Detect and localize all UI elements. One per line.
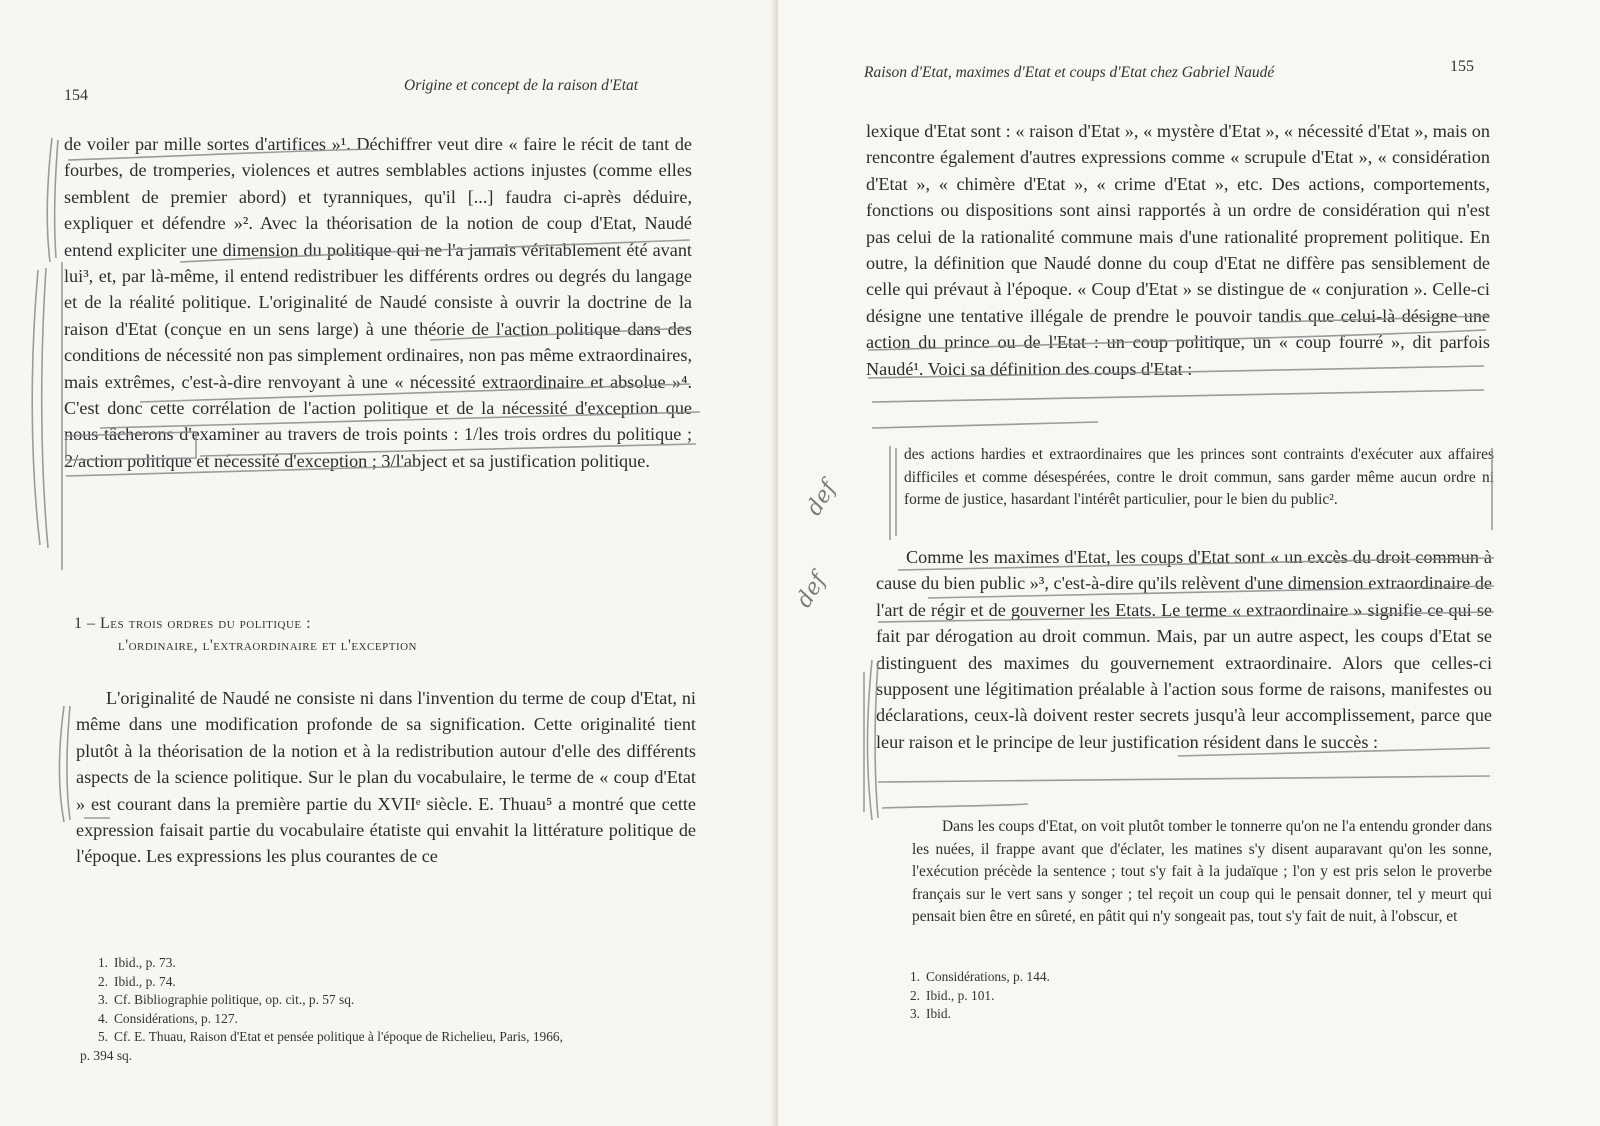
footnote-left-5-cont: p. 394 sq.: [80, 1047, 133, 1063]
footnote-right-1: 1. Considérations, p. 144.: [909, 969, 1050, 984]
footnotes-left: [80, 954, 706, 1066]
running-head-right: Raison d'Etat, maximes d'Etat et coups d'Etat chez Gabriel Naudé: [864, 64, 1275, 81]
right-paragraph-2: [876, 544, 1492, 755]
footnote-left-5: 5. Cf. E. Thuau, Raison d'Etat et pensée politique à l'époque de Richelieu, Paris, 1966,: [97, 1029, 563, 1045]
margin-note-1: def: [801, 476, 842, 521]
margin-note-2: def: [791, 568, 832, 613]
footnotes-right: [898, 968, 1498, 1024]
right-paragraph-1: [866, 118, 1490, 382]
footnote-left-2: 2. Ibid., p. 74.: [97, 973, 176, 989]
left-paragraph-1: [64, 131, 692, 474]
block-quote-2-text: Dans les coups d'Etat, on voit plutôt tomber le tonnerre qu'on ne l'a entendu gronder dans les nuées, il frappe avant que d'éclater, les matines s'y disent auparavant qu'on les sonne, l'exécution précède la sentence ; tout s'y fait à la judaïque ; l'on y est pris selon le proverbe français sur le vert sans y songer ; tel reçoit un coup qui le pensait donner, tel y meurt qui pensait bien être en sûreté, en pâtit qui n'y songeait pas, tout s'y fait de nuit, à l'obscur, et: [912, 818, 1492, 925]
footnote-left-4: 4. Considérations, p. 127.: [97, 1010, 238, 1026]
left-paragraph-1-text: de voiler par mille sortes d'artifices »¹. Déchiffrer veut dire « faire le récit de tant de fourbes, de tromperies, violences et autres semblables actions injustes (comme elles semblent de premier abord) et tyranniques, qu'il [...] faudra ci-après déduire, expliquer et défendre »². Avec la théorisation de la notion de coup d'Etat, Naudé entend expliciter une dimension du politique qui ne l'a jamais véritablement été avant lui³, et, par là-même, il entend redistribuer les différents ordres ou degrés du langage et de la réalité politique. L'originalité de Naudé consiste à ouvrir la doctrine de la raison d'Etat (conçue en un sens large) à une théorie de l'action politique dans des conditions de nécessité non pas simplement ordinaires, non pas même extraordinaires, mais extrêmes, c'est-à-dire renvoyant à une « nécessité extraordinaire et absolue »⁴. C'est donc cette corrélation de l'action politique et de la nécessité d'exception que nous tâcherons d'examiner au travers de trois points : 1/les trois ordres du politique ; 2/action politique et nécessité d'exception ; 3/l'abject et sa justification politique.: [64, 134, 692, 471]
left-page: [0, 0, 778, 1126]
section-heading-line-2: l'ordinaire, l'extraordinaire et l'exception: [118, 637, 418, 654]
section-heading: [74, 613, 694, 657]
footnote-right-3: 3. Ibid.: [909, 1006, 951, 1022]
right-paragraph-1-text: lexique d'Etat sont : « raison d'Etat », « mystère d'Etat », « nécessité d'Etat », mais on rencontre également d'autres expressions comme « scrupule d'Etat », « considération d'Etat », « chimère d'Etat », « crime d'Etat », etc. Des actions, comportements, fonctions ou dispositions sont ainsi rapportés à un ordre de considération qui n'est pas celui de la rationalité commune mais d'une rationalité proprement politique. En outre, la définition que Naudé donne du coup d'Etat ne diffère pas sensiblement de celle qui prévaut à l'époque. « Coup d'Etat » se distingue de « conjuration ». Celle-ci désigne une tentative illégale de prendre le pouvoir tandis que celui-là désigne une action du prince ou de l'Etat : un coup politique, un « coup fourré », dit parfois Naudé¹. Voici sa définition des coups d'Etat :: [866, 121, 1490, 379]
footnote-left-3: 3. Cf. Bibliographie politique, op. cit., p. 57 sq.: [97, 992, 355, 1008]
right-paragraph-2-text: Comme les maximes d'Etat, les coups d'Etat sont « un excès du droit commun à cause du bien public »³, c'est-à-dire qu'ils relèvent d'une dimension extraordinaire de l'art de régir et de gouverner les Etats. Le terme « extraordinaire » signifie ce qui se fait par dérogation au droit commun. Mais, par un autre aspect, les coups d'Etat se distinguent des maximes du gouvernement extraordinaire. Alors que celles-ci supposent une légitimation préalable à l'action sous forme de raisons, manifestes ou déclarations, ceux-là doivent rester secrets jusqu'à leur accomplissement, parce que leur raison et le principe de leur justification résident dans le succès :: [876, 547, 1492, 752]
footnote-left-1: 1. Ibid., p. 73.: [97, 955, 176, 970]
block-quote-2: [912, 816, 1492, 929]
left-paragraph-2: [76, 685, 696, 870]
footnote-right-2: 2. Ibid., p. 101.: [909, 987, 995, 1003]
left-paragraph-2-text: L'originalité de Naudé ne consiste ni dans l'invention du terme de coup d'Etat, ni même dans une modification profonde de sa signification. Cette originalité tient plutôt à la théorisation de la notion et à la redistribution autour d'elle des différents aspects de la science politique. Sur le plan du vocabulaire, le terme de « coup d'Etat » est courant dans la première partie du XVIIᵉ siècle. E. Thuau⁵ a montré que cette expression faisait partie du vocabulaire étatiste qui envahit la littérature politique de l'époque. Les expressions les plus courantes de ce: [76, 688, 696, 867]
section-heading-line-1: 1 – Les trois ordres du politique :: [74, 615, 312, 632]
block-quote-1: [904, 444, 1494, 512]
right-page: [778, 0, 1600, 1126]
block-quote-1-text: des actions hardies et extraordinaires que les princes sont contraints d'exécuter aux affaires difficiles et comme désespérées, contre le droit commun, sans garder même aucun ordre ni forme de justice, hasardant l'intérêt particulier, pour le bien du public².: [904, 446, 1494, 508]
page-number-right: 155: [1450, 58, 1474, 75]
page-number-left: 154: [64, 87, 88, 104]
running-head-left: Origine et concept de la raison d'Etat: [404, 77, 639, 94]
